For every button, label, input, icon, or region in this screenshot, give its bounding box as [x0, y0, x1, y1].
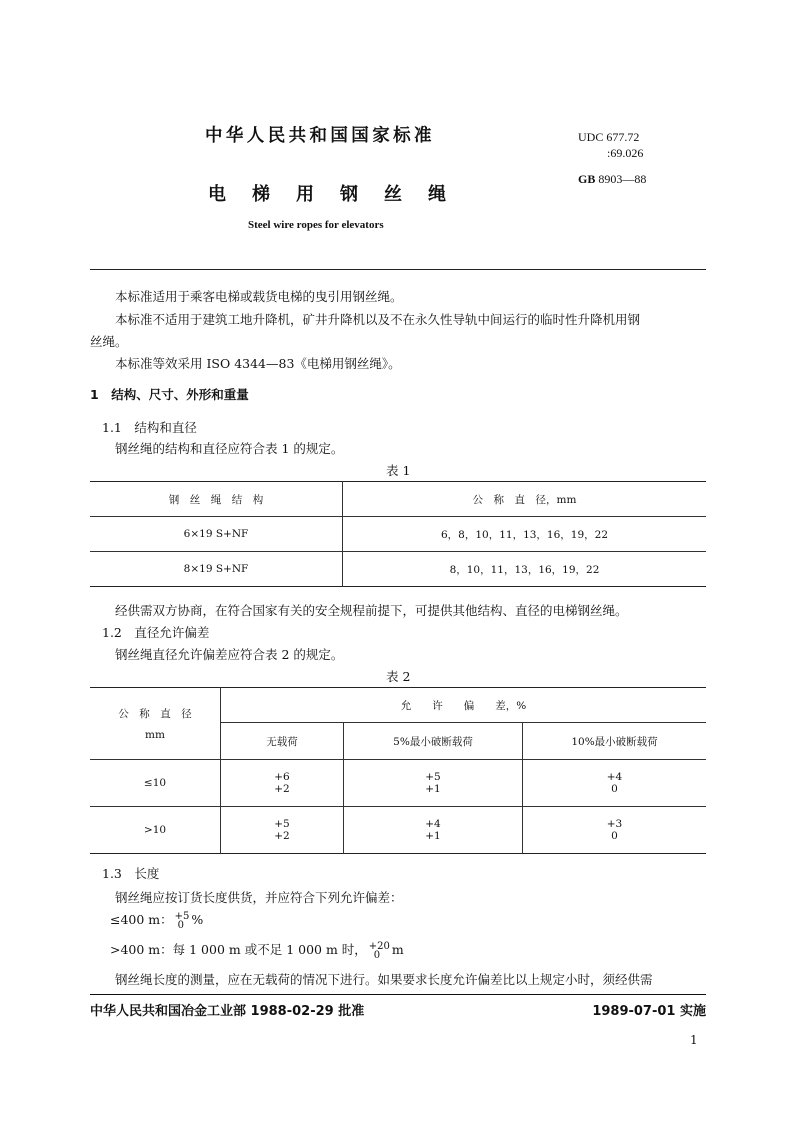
length-tolerance-1 — [110, 910, 203, 930]
table2-header-diameter — [90, 688, 221, 760]
tol-lower: +2 — [274, 783, 290, 795]
section-1-3-last: 钢丝绳长度的测量，应在无载荷的情况下进行。如果要求长度允许偏差比以上规定小时，须经供需 — [115, 972, 653, 987]
udc-code-sub: :69.026 — [607, 146, 644, 160]
tol-upper: +3 — [606, 818, 623, 830]
table1-cell: 8×19 S+NF — [90, 552, 343, 587]
table2-caption: 表 2 — [386, 669, 411, 684]
length-tol-2-unit: m — [391, 942, 404, 957]
section-1-1-after: 经供需双方协商，在符合国家有关的安全规程前提下，可提供其他结构、直径的电梯钢丝绳。 — [115, 603, 628, 618]
footer-effective: 1989-07-01 实施 — [592, 1004, 706, 1019]
table-row — [90, 482, 706, 517]
table2-cell-diameter: ≤10 — [90, 760, 221, 807]
table2-cell — [221, 760, 344, 807]
table1-header-structure: 钢 丝 绳 结 构 — [90, 482, 343, 517]
table2-cell — [523, 807, 707, 854]
table2-cell-diameter: >10 — [143, 824, 167, 836]
tol-upper: +5 — [425, 771, 441, 783]
udc-code: UDC 677.72 — [578, 130, 640, 144]
gb-number — [578, 172, 646, 187]
standard-title: 中华人民共和国国家标准 — [205, 126, 435, 146]
header-divider — [90, 269, 706, 270]
table2-header-diameter-unit: mm — [145, 729, 165, 741]
length-tol-2-lower: 0 — [373, 949, 381, 961]
table2-cell — [523, 760, 707, 807]
length-tol-1-unit: % — [191, 912, 204, 927]
intro-p3: 本标准等效采用 ISO 4344—83《电梯用钢丝绳》。 — [115, 356, 401, 371]
length-tolerance-2 — [110, 940, 404, 960]
table-2 — [90, 687, 706, 854]
section-1-3-heading: 1.3 长度 — [102, 866, 160, 881]
tol-lower: +1 — [425, 830, 441, 842]
table2-subheader: 5%最小破断载荷 — [344, 723, 523, 760]
gb-code: 8903—88 — [598, 172, 647, 186]
length-tol-2-prefix: >400 m：每 1 000 m 或不足 1 000 m 时， — [110, 942, 367, 957]
table1-cell: 6，8，10，11，13，16，19，22 — [343, 517, 707, 552]
length-tol-2-upper: +20 — [368, 940, 390, 952]
table-1 — [90, 481, 706, 587]
table2-subheader: 10%最小破断载荷 — [523, 723, 707, 760]
table2-subheader: 无载荷 — [221, 723, 344, 760]
table-row — [90, 807, 706, 854]
intro-p1: 本标准适用于乘客电梯或载货电梯的曳引用钢丝绳。 — [115, 289, 403, 304]
table2-cell — [344, 760, 523, 807]
length-tol-1-lower: 0 — [177, 919, 185, 931]
table-row — [90, 760, 706, 807]
length-tol-1-prefix: ≤400 m： — [110, 912, 173, 927]
table1-cell: 8，10，11，13，16，19，22 — [449, 563, 600, 576]
tol-upper: +4 — [606, 771, 623, 783]
length-tol-1-fraction — [175, 912, 190, 930]
length-tol-1-upper: +5 — [174, 910, 190, 922]
table-row — [90, 688, 706, 723]
table1-caption: 表 1 — [386, 463, 411, 478]
tol-upper: +4 — [425, 818, 441, 830]
table2-cell — [221, 807, 344, 854]
table2-header-diameter-label: 公 称 直 径 — [118, 708, 192, 720]
section-1-2-text: 钢丝绳直径允许偏差应符合表 2 的规定。 — [115, 647, 344, 662]
standard-en-name: Steel wire ropes for elevators — [248, 219, 384, 231]
section-1-2-heading: 1.2 直径允许偏差 — [102, 625, 210, 640]
intro-p2a: 本标准不适用于建筑工地升降机，矿井升降机以及不在永久性导轨中间运行的临时性升降机用钢 — [115, 312, 641, 327]
table2-cell — [344, 807, 523, 854]
table-row — [90, 517, 706, 552]
tol-lower: +1 — [425, 783, 441, 795]
length-tol-2-fraction — [369, 942, 390, 960]
table1-cell: 6×19 S+NF — [90, 517, 343, 552]
section-1-3-text: 钢丝绳应按订货长度供货，并应符合下列允许偏差： — [115, 890, 403, 905]
footer-approval: 中华人民共和国冶金工业部 1988-02-29 批准 — [90, 1004, 365, 1019]
tol-lower: 0 — [611, 830, 618, 842]
tol-upper: +6 — [274, 771, 290, 783]
table1-header-diameter: 公 称 直 径，mm — [343, 482, 707, 517]
section-1-1-heading: 1.1 结构和直径 — [102, 420, 197, 435]
table-row — [90, 552, 706, 587]
section-1-heading: 1 结构、尺寸、外形和重量 — [90, 387, 249, 402]
page-number: 1 — [690, 1033, 698, 1047]
table2-header-tolerance: 允 许 偏 差，% — [221, 688, 707, 723]
intro-p2b: 丝绳。 — [90, 334, 128, 349]
section-1-1-text: 钢丝绳的结构和直径应符合表 1 的规定。 — [115, 441, 344, 456]
tol-lower: +2 — [274, 830, 290, 842]
tol-lower: 0 — [611, 783, 618, 795]
standard-cn-name: 电梯用钢丝绳 — [208, 184, 472, 205]
footer-divider — [90, 994, 706, 995]
gb-prefix: GB — [578, 172, 596, 186]
tol-upper: +5 — [274, 818, 290, 830]
